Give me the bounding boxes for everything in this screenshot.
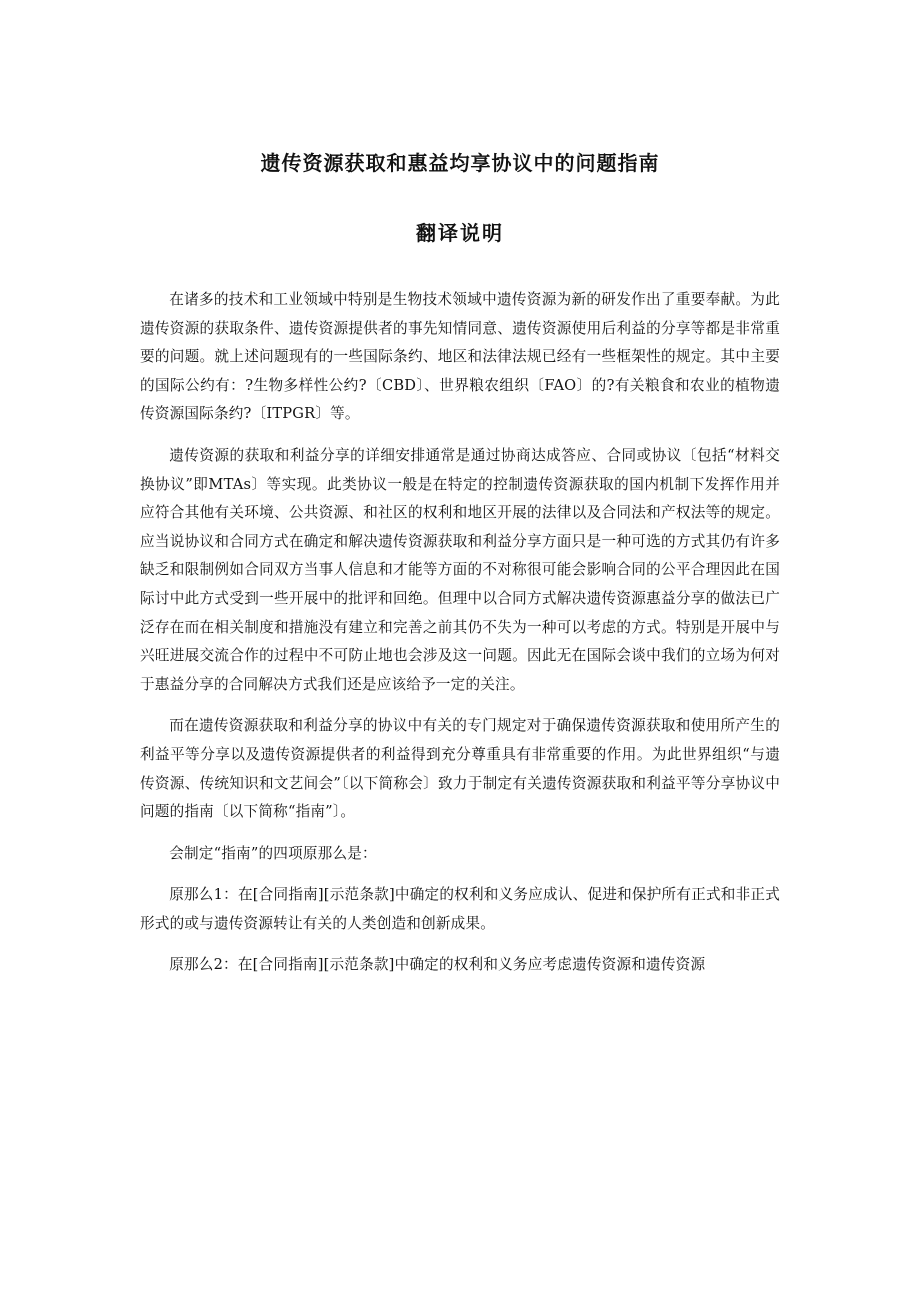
document-title: 遗传资源获取和惠益均享协议中的问题指南	[260, 151, 660, 175]
paragraph-principle-2: 原那么2：在[合同指南][示范条款]中确定的权利和义务应考虑遗传资源和遗传资源	[169, 956, 706, 974]
paragraph-agreements: 遗传资源的获取和利益分享的详细安排通常是通过协商达成答应、合同或协议〔包括“材料交换协议”即MTAs〕等实现。此类协议一般是在特定的控制遗传资源获取的国内机制下发挥作用并应符合其他有关环境、公共资源、和社区的权利和地区开展的法律以及合同法和产权法等的规定。应当说协议和合同方式在确定和解决遗传资源获取和利益分享方面只是一种可选的方式其仍有许多缺乏和限制例如合同双方当事人信息和才能等方面的不对称很可能会影响合同的公平合理因此在国际讨中此方式受到一些开展中的批评和回绝。但理中以合同方式解决遗传资源惠益分享的做法已广泛存在而在相关制度和措施没有建立和完善之前其仍不失为一种可以考虑的方式。特别是开展中与兴旺进展交流合作的过程中不可防止地也会涉及这一问题。因此无在国际会谈中我们的立场为何对于惠益分享的合同解决方式我们还是应该给予一定的关注。	[140, 446, 780, 693]
paragraph-principles-intro: 会制定“指南”的四项原那么是：	[169, 844, 377, 862]
paragraph-guidelines: 而在遗传资源获取和利益分享的协议中有关的专门规定对于确保遗传资源获取和使用所产生的利益平等分享以及遗传资源提供者的利益得到充分尊重具有非常重要的作用。为此世界组织“与遗传资源、传统知识和文艺间会”〔以下简称会〕致力于制定有关遗传资源获取和利益平等分享协议中问题的指南〔以下简称“指南”〕。	[140, 717, 780, 821]
document-subtitle: 翻译说明	[416, 221, 504, 245]
document-body	[140, 286, 780, 980]
paragraph-intro: 在诸多的技术和工业领域中特别是生物技术领域中遗传资源为新的研发作出了重要奉献。为此遗传资源的获取条件、遗传资源提供者的事先知情同意、遗传资源使用后利益的分享等都是非常重要的问题。就上述问题现有的一些国际条约、地区和法律法规已经有一些框架性的规定。其中主要的国际公约有：?生物多样性公约?〔CBD〕、世界粮农组织〔FAO〕的?有关粮食和农业的植物遗传资源国际条约?〔ITPGR〕等。	[140, 291, 780, 423]
paragraph-principle-1: 原那么1：在[合同指南][示范条款]中确定的权利和义务应成认、促进和保护所有正式和非正式形式的或与遗传资源转让有关的人类创造和创新成果。	[140, 886, 780, 932]
